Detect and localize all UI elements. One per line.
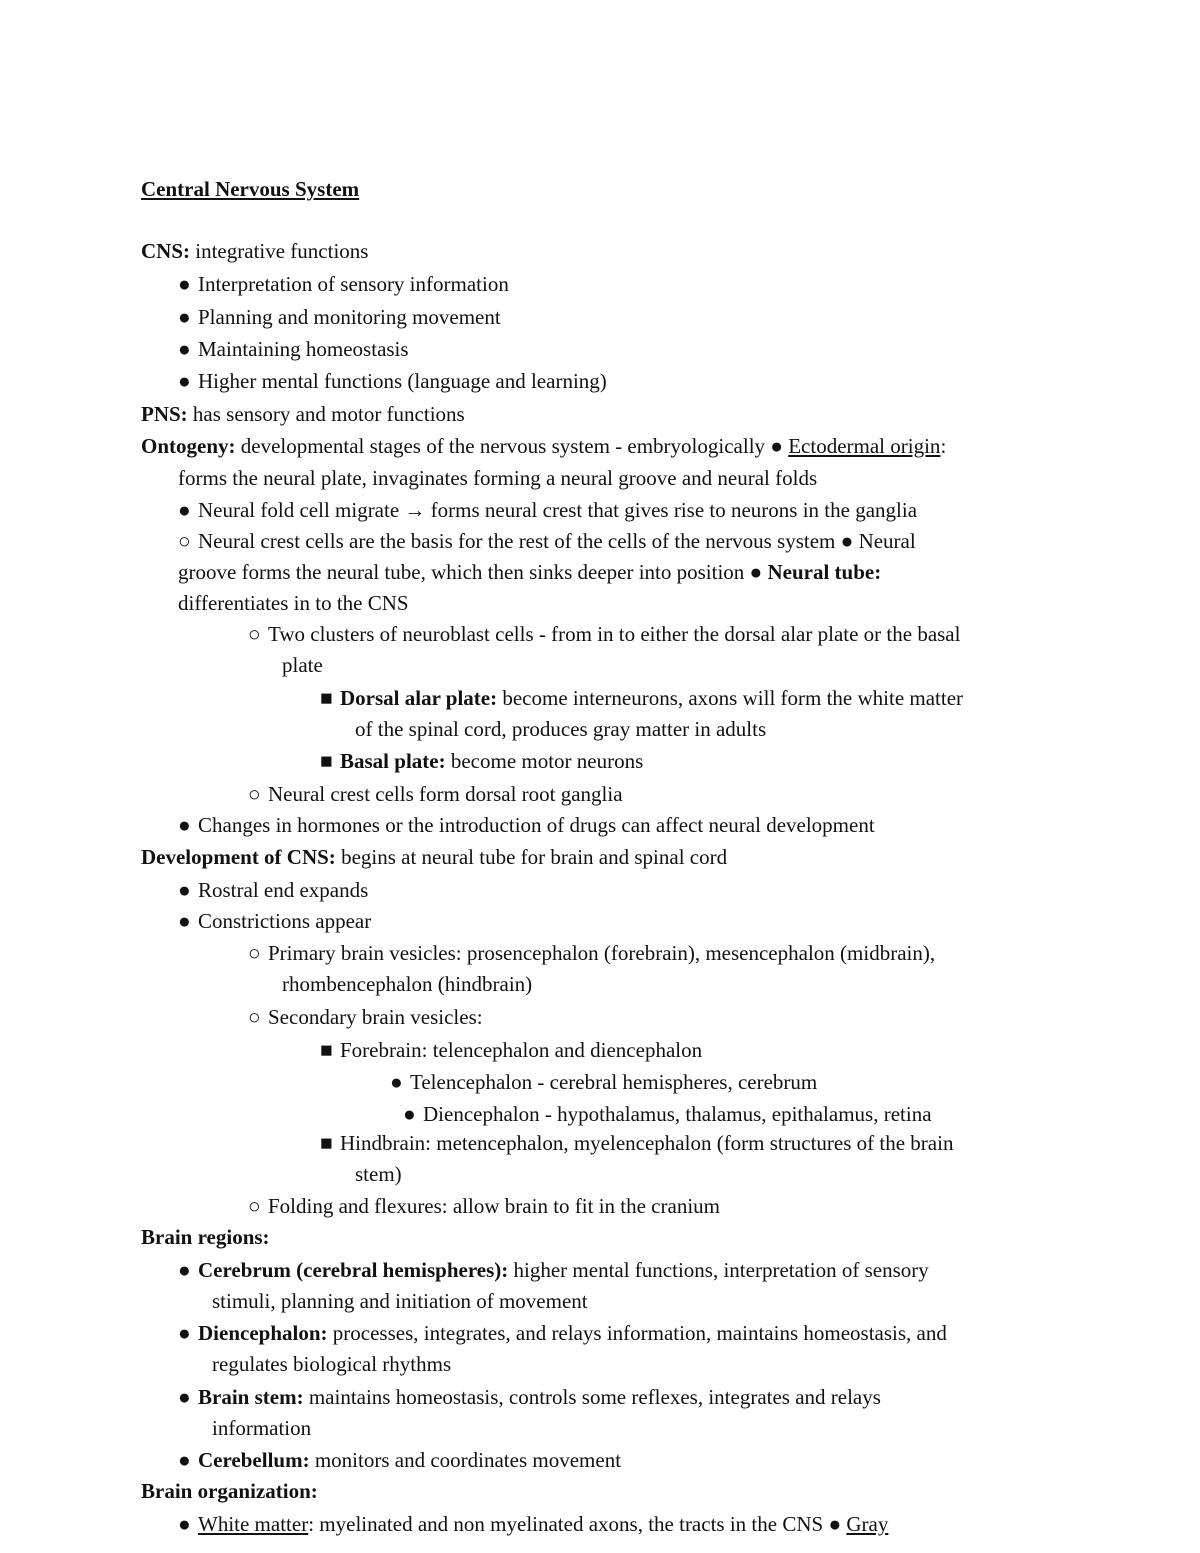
term-cerebrum: Cerebrum (cerebral hemispheres):: [198, 1258, 509, 1282]
term-neural-tube: Neural tube:: [767, 560, 882, 584]
bullet-square-icon: ■: [320, 1038, 333, 1062]
bullet-disc-icon: ●: [178, 337, 191, 361]
line-continuation: regulates biological rhythms: [212, 1352, 452, 1376]
line-continuation: plate: [282, 653, 323, 677]
bullet-disc-icon: ●: [828, 1512, 842, 1536]
bullet-disc-icon: ●: [178, 305, 191, 329]
bullet-square-icon: ■: [320, 686, 333, 710]
list-item: ○ Folding and flexures: allow brain to fit in the cranium: [248, 1191, 720, 1221]
line-continuation: rhombencephalon (hindbrain): [282, 972, 533, 996]
list-item: ● Telencephalon - cerebral hemispheres, cerebrum: [390, 1067, 817, 1097]
line-continuation: of the spinal cord, produces gray matter in adults: [355, 717, 767, 741]
list-item: ● Interpretation of sensory information: [178, 269, 509, 299]
bullet-square-icon: ■: [320, 749, 333, 773]
list-item: ● Planning and monitoring movement: [178, 302, 501, 332]
term-dorsal-alar-plate: Dorsal alar plate:: [340, 686, 498, 710]
bullet-disc-icon: ●: [770, 434, 783, 458]
line-development: Development of CNS: begins at neural tube for brain and spinal cord: [141, 845, 728, 869]
list-item: ● Cerebellum: monitors and coordinates movement: [178, 1445, 621, 1475]
bullet-circle-icon: ○: [248, 1005, 261, 1029]
line-cns: [141, 236, 368, 266]
bullet-disc-icon: ●: [749, 560, 763, 584]
list-item: ■ Dorsal alar plate: become interneurons, axons will form the white matter: [320, 683, 963, 713]
bullet-disc-icon: ●: [178, 272, 191, 296]
list-item: ○ Two clusters of neuroblast cells - from in to either the dorsal alar plate or the basal: [248, 619, 960, 649]
list-item: ● Brain stem: maintains homeostasis, controls some reflexes, integrates and relays: [178, 1382, 881, 1412]
bullet-disc-icon: ●: [178, 1321, 191, 1345]
bullet-disc-icon: ●: [390, 1070, 403, 1094]
term-ontogeny: Ontogeny:: [141, 434, 236, 458]
ectodermal-origin-term: Ectodermal origin: [788, 434, 941, 458]
list-item: ■ Basal plate: become motor neurons: [320, 746, 643, 776]
list-item: ● Maintaining homeostasis: [178, 334, 409, 364]
list-item: ○ Secondary brain vesicles:: [248, 1002, 483, 1032]
white-matter-term: White matter: [198, 1512, 309, 1536]
list-item: ● Diencephalon: processes, integrates, and relays information, maintains homeostasis, and: [178, 1318, 947, 1348]
term-brain-stem: Brain stem:: [198, 1385, 304, 1409]
bullet-disc-icon: ●: [403, 1102, 416, 1126]
bullet-disc-icon: ●: [178, 1448, 191, 1472]
line-continuation: stem): [355, 1162, 402, 1186]
bullet-circle-icon: ○: [248, 622, 261, 646]
bullet-circle-icon: ○: [248, 941, 261, 965]
bullet-disc-icon: ●: [178, 1512, 191, 1536]
term-cns: CNS:: [141, 239, 191, 263]
line-continuation: differentiates in to the CNS: [178, 591, 409, 615]
line-continuation: information: [212, 1416, 312, 1440]
line-ontogeny: Ontogeny: developmental stages of the nervous system - embryologically ● Ectodermal origin:: [141, 434, 947, 458]
page-title: Central Nervous System: [141, 177, 360, 201]
gray-term: Gray: [846, 1512, 889, 1536]
list-item: ● Changes in hormones or the introduction of drugs can affect neural development: [178, 810, 875, 840]
list-item: ○ Neural crest cells are the basis for the rest of the cells of the nervous system ● Neural: [178, 526, 916, 556]
bullet-disc-icon: ●: [178, 369, 191, 393]
term-diencephalon: Diencephalon:: [198, 1321, 328, 1345]
line-continuation: stimuli, planning and initiation of movement: [212, 1289, 588, 1313]
list-item: ● Cerebrum (cerebral hemispheres): higher mental functions, interpretation of sensory: [178, 1255, 929, 1285]
list-item: ○ Primary brain vesicles: prosencephalon (forebrain), mesencephalon (midbrain),: [248, 938, 935, 968]
list-item: ○ Neural crest cells form dorsal root ganglia: [248, 779, 623, 809]
list-item: ● Higher mental functions (language and learning): [178, 366, 607, 396]
bullet-disc-icon: ●: [178, 878, 191, 902]
list-item: ● Constrictions appear: [178, 906, 371, 936]
line-continuation: groove forms the neural tube, which then sinks deeper into position ● Neural tube:: [178, 560, 882, 584]
list-item: ■ Forebrain: telencephalon and diencephalon: [320, 1035, 702, 1065]
line-continuation: forms the neural plate, invaginates forming a neural groove and neural folds: [178, 466, 818, 490]
list-item: ● Diencephalon - hypothalamus, thalamus, epithalamus, retina: [403, 1099, 932, 1129]
bullet-disc-icon: ●: [840, 529, 854, 553]
bullet-circle-icon: ○: [248, 1194, 261, 1218]
heading-brain-regions: Brain regions:: [141, 1225, 270, 1249]
term-cerebellum: Cerebellum:: [198, 1448, 310, 1472]
list-item: ● Rostral end expands: [178, 875, 368, 905]
term-pns: PNS:: [141, 402, 188, 426]
bullet-square-icon: ■: [320, 1131, 333, 1155]
bullet-disc-icon: ●: [178, 909, 191, 933]
bullet-disc-icon: ●: [178, 1385, 191, 1409]
bullet-circle-icon: ○: [248, 782, 261, 806]
heading-brain-organization: Brain organization:: [141, 1479, 318, 1503]
list-item: ● Neural fold cell migrate → forms neural crest that gives rise to neurons in the ganglia: [178, 495, 917, 525]
list-item: ● White matter: myelinated and non myelinated axons, the tracts in the CNS ● Gray: [178, 1509, 888, 1539]
bullet-disc-icon: ●: [178, 1258, 191, 1282]
list-item: ■ Hindbrain: metencephalon, myelencephalon (form structures of the brain: [320, 1128, 953, 1158]
bullet-disc-icon: ●: [178, 498, 191, 522]
line-pns: PNS: has sensory and motor functions: [141, 402, 465, 426]
bullet-circle-icon: ○: [178, 529, 191, 553]
cns-text: integrative functions: [190, 239, 369, 263]
bullet-disc-icon: ●: [178, 813, 191, 837]
term-basal-plate: Basal plate:: [340, 749, 446, 773]
term-development-cns: Development of CNS:: [141, 845, 336, 869]
